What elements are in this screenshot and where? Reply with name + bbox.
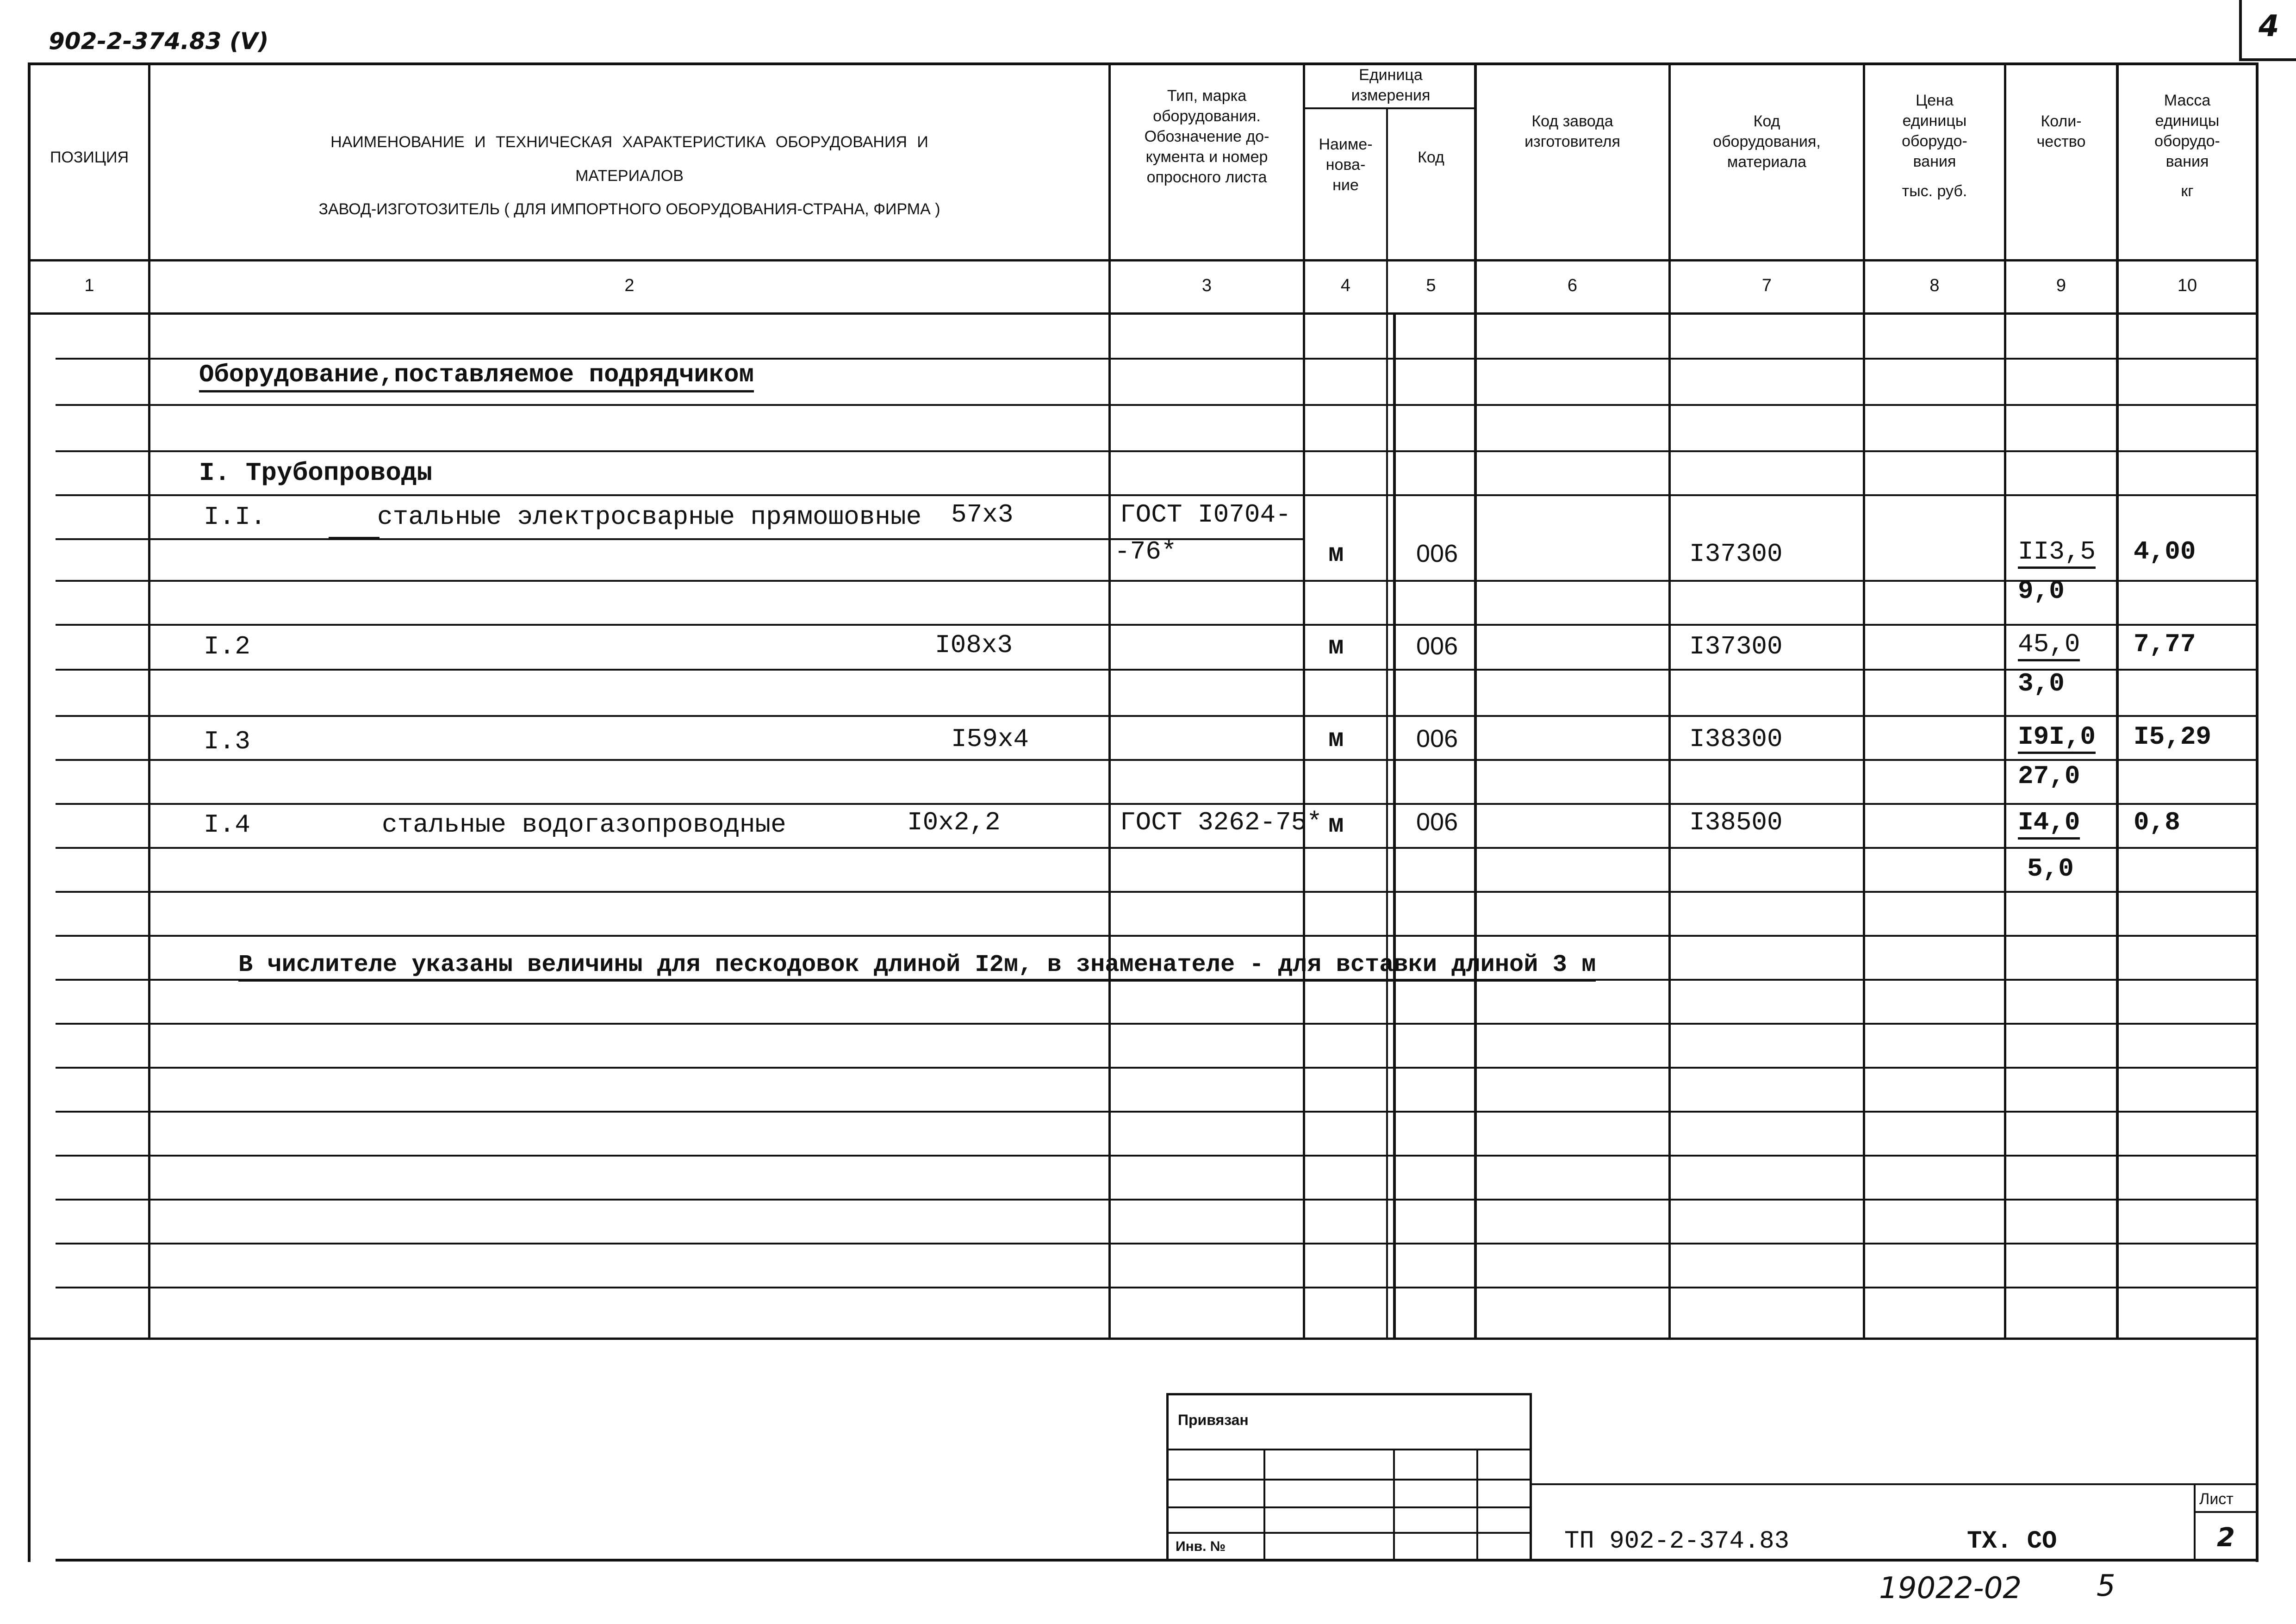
item-position: I.2 [204,632,250,661]
item-mass: 7,77 [2134,629,2196,659]
header-unit-price: Цена единицы оборудо- вания тыс. руб. [1902,92,1967,200]
item-size: I59x4 [951,724,1029,754]
footnote: В числителе указаны величины для пескодовок длиной I2м, в знаменателе - для вставки длиной 3 м [238,951,1596,982]
bottom-registration-mark: 19022-02 [1879,1571,2022,1605]
item-doc-line1: ГОСТ 3262-75* [1120,808,1322,837]
item-position: I.3 [204,727,250,756]
inventory-number-label: Инв. № [1176,1539,1226,1554]
header-name-line2: МАТЕРИАЛОВ [575,167,684,185]
item-name: стальные электросварные прямошовные [377,502,922,532]
item-unit: м [1328,632,1344,661]
item-unit-code: 006 [1416,808,1458,836]
item-size: I0x2,2 [907,808,1001,837]
col-number-10: 10 [2177,276,2197,295]
item-material-code: I37300 [1689,539,1783,569]
col-number-7: 7 [1761,276,1772,295]
sheet-label: Лист [2199,1490,2234,1508]
col-number-4: 4 [1340,276,1351,295]
item-qty-denominator: 9,0 [2018,576,2065,606]
header-unit-mass: Масса единицы оборудо- вания кг [2154,92,2220,200]
item-qty-numerator: I4,0 [2018,808,2080,840]
header-quantity: Коли- чество [2036,112,2086,150]
col-number-2: 2 [624,276,635,295]
item-qty-numerator: II3,5 [2018,537,2096,569]
sheet-number: 2 [2217,1523,2235,1553]
item-unit-code: 006 [1416,540,1458,567]
item-name: стальные водогазопроводные [382,810,786,840]
item-size: 57x3 [951,500,1014,529]
page-mark: 4 [2259,9,2279,44]
item-qty-numerator: I9I,0 [2018,722,2096,754]
col-number-9: 9 [2056,276,2066,295]
item-material-code: I38500 [1689,808,1783,837]
item-doc-line2: -76* [1114,537,1177,566]
header-unit-code: Код [1418,149,1444,166]
item-qty-denominator: 5,0 [2027,854,2074,884]
item-qty-denominator: 27,0 [2018,761,2080,791]
item-mass: 0,8 [2134,808,2180,837]
item-unit-code: 006 [1416,632,1458,660]
header-name-line3: ЗАВОД-ИЗГОТОЗИТЕЛЬ ( ДЛЯ ИМПОРТНОГО ОБОРУДОВАНИЯ-СТРАНА, ФИРМА ) [318,200,940,218]
item-unit: м [1328,724,1344,754]
col-number-5: 5 [1426,276,1436,295]
col-number-1: 1 [84,276,94,295]
header-plant-code: Код завода изготовителя [1524,112,1620,150]
item-unit: м [1328,539,1344,569]
project-designation: ТП 902-2-374.83 [1564,1527,1790,1556]
item-qty-numerator: 45,0 [2018,629,2080,661]
bottom-page-number: 5 [2097,1569,2116,1603]
item-material-code: I37300 [1689,632,1783,661]
item-unit: м [1328,810,1344,840]
header-material-code: Код оборудования, материала [1713,112,1821,171]
item-mass: I5,29 [2134,722,2212,752]
item-size: I08x3 [935,630,1013,660]
corner-vertical-rule [2239,0,2242,60]
item-position: I.I. [204,502,266,532]
document-code: 902-2-374.83 (V) [49,28,269,55]
header-position: ПОЗИЦИЯ [50,149,129,166]
item-material-code: I38300 [1689,724,1783,754]
bound-label: Привязан [1178,1412,1249,1428]
item-position: I.4 [204,810,250,840]
col-number-3: 3 [1201,276,1212,295]
item-mass: 4,00 [2134,537,2196,566]
header-unit-name: Наиме- нова- ние [1319,136,1373,194]
group-title: I. Трубопроводы [199,458,433,488]
section-title: Оборудование,поставляемое подрядчиком [199,361,754,392]
item-unit-code: 006 [1416,725,1458,753]
document-type: ТХ. СО [1967,1527,2057,1556]
header-name-line1: НАИМЕНОВАНИЕ И ТЕХНИЧЕСКАЯ ХАРАКТЕРИСТИКА ОБОРУДОВАНИЯ И [330,133,928,151]
header-unit-group: Единица измерения [1351,66,1431,104]
header-type-doc: Тип, марка оборудования. Обозначение до- кумента и номер опросного листа [1144,87,1269,186]
item-qty-denominator: 3,0 [2018,669,2065,698]
item-doc-line1: ГОСТ I0704- [1120,500,1291,529]
col-number-6: 6 [1567,276,1578,295]
col-number-8: 8 [1929,276,1940,295]
corner-horizontal-rule [2239,58,2296,61]
